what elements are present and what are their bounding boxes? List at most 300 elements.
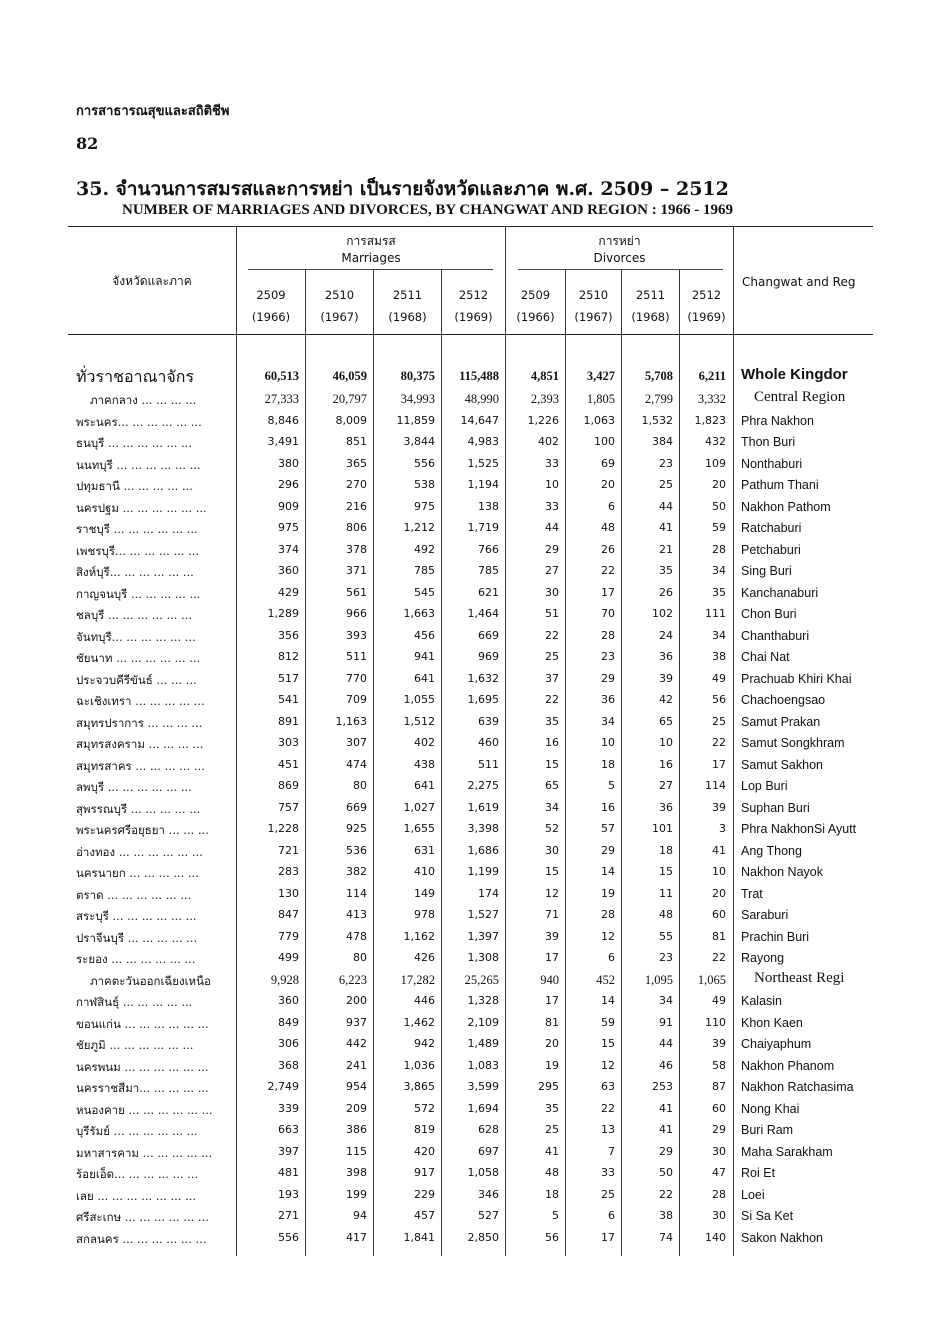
changwat-name-english: Lop Buri <box>741 779 788 793</box>
marriages-value: 527 <box>478 1209 499 1222</box>
changwat-name-thai: สุพรรณบุรี ... ... ... ... ... <box>76 801 201 816</box>
divorces-value: 1,805 <box>586 392 615 406</box>
marriages-value: 410 <box>414 865 435 878</box>
table-row <box>68 863 873 885</box>
marriages-value: 216 <box>346 499 367 513</box>
divorces-value: 39 <box>712 1037 726 1050</box>
marriages-value: 27,333 <box>264 392 299 406</box>
marriages-value: 709 <box>346 693 367 706</box>
table-row <box>68 713 873 735</box>
changwat-name-thai: ฉะเชิงเทรา ... ... ... ... ... <box>76 694 205 708</box>
changwat-name-thai: ขอนแก่น ... ... ... ... ... ... <box>76 1016 209 1031</box>
divorces-value: 48 <box>601 521 615 534</box>
divorces-value: 4,851 <box>530 369 559 383</box>
marriages-value: 1,841 <box>403 1230 435 1244</box>
changwat-name-english: Loei <box>741 1187 765 1202</box>
table-row <box>68 820 873 842</box>
marriages-value: 426 <box>414 951 435 964</box>
divorces-value: 39 <box>545 929 559 943</box>
marriages-value: 417 <box>346 1230 367 1244</box>
divorces-value: 51 <box>545 607 559 620</box>
marriages-value: 382 <box>346 865 367 878</box>
changwat-name-thai: นครพนม ... ... ... ... ... ... <box>76 1059 209 1074</box>
group-underline <box>518 269 723 270</box>
divorces-value: 27 <box>659 779 673 792</box>
marriages-value: 770 <box>346 671 367 685</box>
changwat-name-thai: นครนายก ... ... ... ... ... <box>76 866 199 880</box>
changwat-name-thai: มหาสารคาม ... ... ... ... ... <box>76 1145 213 1160</box>
divorces-value: 109 <box>705 456 726 470</box>
divorces-value: 50 <box>659 1166 673 1179</box>
divorces-value: 44 <box>545 521 559 534</box>
table-row <box>68 1057 873 1079</box>
changwat-name-thai: เลย ... ... ... ... ... ... ... <box>76 1188 197 1203</box>
divorces-value: 1,095 <box>644 972 673 987</box>
divorces-value: 1,065 <box>697 972 726 987</box>
marriages-value: 545 <box>414 585 435 599</box>
marriages-value: 1,163 <box>335 714 367 728</box>
changwat-name-english: Khon Kaen <box>741 1015 803 1030</box>
marriages-value: 517 <box>278 671 299 685</box>
marriages-value: 374 <box>278 542 299 556</box>
marriages-value: 4,983 <box>467 435 499 448</box>
table-row <box>68 476 873 498</box>
table-row <box>68 885 873 907</box>
marriages-value: 420 <box>414 1144 435 1158</box>
divorces-value: 81 <box>545 1015 559 1029</box>
marriages-value: 138 <box>478 499 499 513</box>
changwat-name-thai: ภาคกลาง ... ... ... ... <box>90 393 197 407</box>
divorces-value: 12 <box>601 929 615 943</box>
divorces-value: 5 <box>608 779 615 792</box>
header-marriages-english: Marriages <box>341 251 401 265</box>
changwat-name-thai: นนทบุรี ... ... ... ... ... ... <box>76 457 201 472</box>
changwat-name-thai: ร้อยเอ็ด... ... ... ... ... ... <box>76 1167 199 1181</box>
marriages-value: 48,990 <box>464 392 499 406</box>
divorces-value: 14 <box>601 865 615 878</box>
table-row <box>68 627 873 649</box>
marriages-value: 492 <box>414 542 435 556</box>
changwat-name-english: Kalasin <box>741 994 782 1008</box>
changwat-name-thai: จันทบุรี... ... ... ... ... ... <box>76 629 196 644</box>
marriages-value: 819 <box>414 1123 435 1136</box>
divorces-value: 12 <box>545 886 559 900</box>
table-row <box>68 1229 873 1251</box>
changwat-name-thai: สกลนคร ... ... ... ... ... ... <box>76 1231 207 1246</box>
marriages-value: 442 <box>346 1037 367 1050</box>
divorces-value: 49 <box>712 671 726 685</box>
marriages-value: 346 <box>478 1187 499 1201</box>
changwat-name-thai: สมุทรสาคร ... ... ... ... ... <box>76 758 205 773</box>
year-header: 2509 (1966) <box>251 288 291 324</box>
changwat-name-english: Prachuab Khiri Khai <box>741 671 852 686</box>
marriages-value: 115 <box>346 1144 367 1158</box>
divorces-value: 25 <box>659 478 673 491</box>
divorces-value: 22 <box>712 951 726 964</box>
changwat-name-english: Kanchanaburi <box>741 585 819 600</box>
divorces-value: 6 <box>608 499 615 513</box>
changwat-name-thai: พระนคร... ... ... ... ... ... <box>76 414 202 429</box>
marriages-value: 8,009 <box>335 413 367 427</box>
divorces-value: 36 <box>601 693 615 706</box>
marriages-value: 429 <box>278 585 299 599</box>
table-row <box>68 1121 873 1143</box>
divorces-value: 26 <box>601 542 615 556</box>
table-row <box>68 992 873 1014</box>
divorces-value: 35 <box>545 1101 559 1115</box>
divorces-value: 81 <box>712 929 726 943</box>
divorces-value: 46 <box>659 1058 673 1072</box>
divorces-value: 432 <box>705 435 726 448</box>
marriages-value: 785 <box>414 564 435 577</box>
divorces-value: 52 <box>545 822 559 835</box>
changwat-name-english: Central Region <box>754 389 846 405</box>
divorces-value: 17 <box>712 757 726 771</box>
marriages-value: 174 <box>478 886 499 900</box>
marriages-value: 378 <box>346 542 367 556</box>
divorces-value: 55 <box>659 929 673 943</box>
table-row <box>68 1164 873 1186</box>
divorces-value: 34 <box>712 564 726 577</box>
divorces-value: 36 <box>659 650 673 663</box>
divorces-value: 50 <box>712 499 726 513</box>
marriages-value: 413 <box>346 908 367 921</box>
marriages-value: 474 <box>346 757 367 771</box>
changwat-name-english: Maha Sarakham <box>741 1144 833 1159</box>
divorces-value: 15 <box>545 757 559 771</box>
marriages-value: 3,844 <box>403 435 435 448</box>
changwat-name-thai: สระบุรี ... ... ... ... ... ... <box>76 909 197 923</box>
marriages-value: 954 <box>346 1080 367 1093</box>
changwat-name-thai: พระนครศรีอยุธยา ... ... ... <box>76 823 209 837</box>
marriages-value: 303 <box>278 736 299 749</box>
marriages-value: 869 <box>278 779 299 792</box>
marriages-value: 114 <box>346 886 367 900</box>
marriages-value: 941 <box>414 650 435 663</box>
marriages-value: 25,265 <box>464 972 499 987</box>
divorces-value: 34 <box>659 994 673 1007</box>
changwat-name-thai: สมุทรปราการ ... ... ... ... <box>76 715 203 730</box>
marriages-value: 270 <box>346 478 367 491</box>
marriages-value: 360 <box>278 994 299 1007</box>
divorces-value: 18 <box>545 1187 559 1201</box>
marriages-value: 779 <box>278 929 299 943</box>
divorces-value: 19 <box>601 886 615 900</box>
table-row <box>68 1100 873 1122</box>
divorces-value: 65 <box>545 779 559 792</box>
marriages-value: 511 <box>478 757 499 771</box>
marriages-value: 2,109 <box>467 1015 499 1029</box>
marriages-value: 969 <box>478 650 499 663</box>
divorces-value: 1,823 <box>694 413 726 427</box>
marriages-value: 46,059 <box>332 369 367 383</box>
marriages-value: 451 <box>278 757 299 771</box>
divorces-value: 17 <box>601 1230 615 1244</box>
marriages-value: 193 <box>278 1187 299 1201</box>
changwat-name-english: Rayong <box>741 951 785 965</box>
changwat-name-thai: ตราด ... ... ... ... ... ... <box>76 887 192 902</box>
changwat-name-thai: ชัยนาท ... ... ... ... ... ... <box>76 651 201 665</box>
divorces-value: 56 <box>545 1230 559 1244</box>
table-row <box>68 1186 873 1208</box>
divorces-value: 17 <box>601 585 615 599</box>
marriages-value: 1,462 <box>403 1015 435 1029</box>
marriages-value: 393 <box>346 628 367 642</box>
changwat-name-english: Roi Et <box>741 1166 776 1180</box>
divorces-value: 49 <box>712 994 726 1007</box>
changwat-name-thai: ปทุมธานี ... ... ... ... ... <box>76 479 193 493</box>
changwat-name-thai: นครราชสีมา... ... ... ... ... <box>76 1081 209 1095</box>
changwat-name-thai: กาญจนบุรี ... ... ... ... ... <box>76 586 201 601</box>
divorces-value: 23 <box>601 650 615 663</box>
marriages-value: 11,859 <box>396 413 435 427</box>
marriages-value: 1,289 <box>267 607 299 620</box>
table-row <box>68 928 873 950</box>
marriages-value: 1,663 <box>403 607 435 620</box>
marriages-value: 1,212 <box>403 521 435 534</box>
divorces-value: 3 <box>719 822 726 835</box>
marriages-value: 360 <box>278 564 299 577</box>
changwat-name-english: Buri Ram <box>741 1123 794 1137</box>
marriages-value: 1,619 <box>467 800 499 814</box>
changwat-name-thai: ศรีสะเกษ ... ... ... ... ... ... <box>76 1210 209 1224</box>
marriages-value: 1,199 <box>467 865 499 878</box>
changwat-name-thai: อ่างทอง ... ... ... ... ... ... <box>76 844 203 859</box>
header-changwat-english: Changwat and Reg <box>742 275 856 289</box>
divorces-value: 47 <box>712 1166 726 1179</box>
divorces-value: 41 <box>659 521 673 534</box>
changwat-name-thai: ธนบุรี ... ... ... ... ... ... <box>76 436 193 450</box>
table-top-rule <box>68 226 873 227</box>
divorces-value: 6 <box>608 1209 615 1222</box>
divorces-value: 14 <box>601 994 615 1007</box>
divorces-value: 295 <box>538 1080 559 1093</box>
changwat-name-english: Nonthaburi <box>741 456 803 471</box>
divorces-value: 29 <box>601 671 615 685</box>
marriages-value: 380 <box>278 456 299 470</box>
header-divorces-english: Divorces <box>593 251 646 265</box>
divorces-value: 69 <box>601 456 615 470</box>
table-row <box>68 1078 873 1100</box>
changwat-name-thai: เพชรบุรี... ... ... ... ... ... <box>76 543 200 558</box>
changwat-name-english: Sakon Nakhon <box>741 1230 824 1245</box>
divorces-value: 33 <box>545 456 559 470</box>
marriages-value: 812 <box>278 650 299 663</box>
divorces-value: 102 <box>652 607 673 620</box>
divorces-value: 22 <box>601 1101 615 1115</box>
marriages-value: 149 <box>414 886 435 900</box>
table-row <box>68 455 873 477</box>
divorces-value: 100 <box>594 435 615 448</box>
table-row <box>68 842 873 864</box>
divorces-value: 10 <box>712 865 726 878</box>
marriages-value: 339 <box>278 1101 299 1115</box>
divorces-value: 23 <box>659 456 673 470</box>
changwat-name-english: Nakhon Phanom <box>741 1058 835 1073</box>
changwat-name-english: Sing Buri <box>741 564 792 578</box>
marriages-value: 925 <box>346 822 367 835</box>
marriages-value: 130 <box>278 886 299 900</box>
marriages-value: 1,632 <box>467 671 499 685</box>
marriages-value: 1,512 <box>403 714 435 728</box>
marriages-value: 229 <box>414 1187 435 1201</box>
marriages-value: 909 <box>278 499 299 513</box>
marriages-value: 641 <box>414 671 435 685</box>
table-row <box>68 1014 873 1036</box>
year-header: 2512 (1969) <box>687 288 726 324</box>
divorces-value: 22 <box>601 564 615 577</box>
divorces-value: 35 <box>712 585 726 599</box>
marriages-value: 561 <box>346 585 367 599</box>
divorces-value: 48 <box>545 1166 559 1179</box>
divorces-value: 33 <box>601 1166 615 1179</box>
year-header: 2510 (1967) <box>574 288 613 324</box>
page-number: 82 <box>76 134 99 153</box>
divorces-value: 70 <box>601 607 615 620</box>
divorces-value: 30 <box>545 843 559 857</box>
marriages-value: 8,846 <box>267 413 299 427</box>
divorces-value: 2,799 <box>644 392 673 406</box>
marriages-value: 621 <box>478 585 499 599</box>
divorces-value: 452 <box>596 972 615 987</box>
divorces-value: 42 <box>659 693 673 706</box>
divorces-value: 39 <box>712 800 726 814</box>
divorces-value: 34 <box>712 628 726 642</box>
divorces-value: 41 <box>659 1101 673 1115</box>
divorces-value: 2,393 <box>530 392 559 406</box>
divorces-value: 33 <box>545 499 559 513</box>
table-row-region <box>68 971 873 993</box>
changwat-name-english: Petchaburi <box>741 542 801 557</box>
marriages-value: 1,489 <box>467 1037 499 1050</box>
table-row <box>68 605 873 627</box>
divorces-value: 65 <box>659 714 673 728</box>
divorces-value: 34 <box>601 714 615 728</box>
divorces-value: 10 <box>601 736 615 749</box>
marriages-value: 669 <box>346 800 367 814</box>
divorces-value: 19 <box>545 1058 559 1072</box>
table-row <box>68 1207 873 1229</box>
divorces-value: 28 <box>712 542 726 556</box>
divorces-value: 22 <box>545 628 559 642</box>
divorces-value: 101 <box>652 822 673 835</box>
divorces-value: 15 <box>545 865 559 878</box>
divorces-value: 38 <box>712 650 726 663</box>
marriages-value: 271 <box>278 1209 299 1222</box>
divorces-value: 16 <box>601 800 615 814</box>
changwat-name-english: Chanthaburi <box>741 628 810 643</box>
changwat-name-english: Trat <box>741 886 763 901</box>
marriages-value: 1,162 <box>403 929 435 943</box>
table-row <box>68 949 873 971</box>
marriages-value: 365 <box>346 456 367 470</box>
changwat-name-english: Nakhon Pathom <box>741 499 831 514</box>
running-head: การสาธารณสุขและสถิติชีพ <box>76 104 230 119</box>
marriages-value: 1,027 <box>403 800 435 814</box>
divorces-value: 74 <box>659 1230 673 1244</box>
divorces-value: 253 <box>652 1080 673 1093</box>
divorces-value: 6 <box>608 951 615 964</box>
header-changwat-thai: จังหวัดและภาค <box>112 274 192 288</box>
marriages-value: 511 <box>346 650 367 663</box>
changwat-name-thai: บุรีรัมย์ ... ... ... ... ... ... <box>76 1124 198 1138</box>
marriages-value: 942 <box>414 1037 435 1050</box>
divorces-value: 25 <box>601 1187 615 1201</box>
marriages-value: 356 <box>278 628 299 642</box>
marriages-value: 663 <box>278 1123 299 1136</box>
marriages-value: 1,686 <box>467 843 499 857</box>
changwat-name-english: Nakhon Nayok <box>741 865 823 879</box>
header-divorces-thai: การหย่า <box>598 234 641 248</box>
marriages-value: 1,719 <box>467 521 499 534</box>
divorces-value: 23 <box>659 951 673 964</box>
marriages-value: 209 <box>346 1101 367 1115</box>
marriages-value: 3,599 <box>467 1080 499 1093</box>
table-row <box>68 519 873 541</box>
divorces-value: 5,708 <box>644 369 673 383</box>
table-title-english: NUMBER OF MARRIAGES AND DIVORCES, BY CHANGWAT AND REGION : 1966 - 1969 <box>122 202 733 218</box>
divorces-value: 29 <box>601 843 615 857</box>
marriages-value: 639 <box>478 714 499 728</box>
marriages-value: 978 <box>414 908 435 921</box>
divorces-value: 41 <box>545 1144 559 1158</box>
marriages-value: 402 <box>414 736 435 749</box>
marriages-value: 2,749 <box>267 1080 299 1093</box>
marriages-value: 456 <box>414 628 435 642</box>
divorces-value: 29 <box>545 542 559 556</box>
marriages-value: 368 <box>278 1058 299 1072</box>
marriages-value: 94 <box>353 1209 367 1222</box>
changwat-name-english: Thon Buri <box>741 435 796 449</box>
marriages-value: 1,694 <box>467 1101 499 1115</box>
marriages-value: 766 <box>478 542 499 556</box>
divorces-value: 35 <box>659 564 673 577</box>
changwat-name-english: Prachin Buri <box>741 929 810 944</box>
changwat-name-thai: ราชบุรี ... ... ... ... ... ... <box>76 522 198 536</box>
changwat-name-thai: ชัยภูมิ ... ... ... ... ... ... <box>76 1038 194 1052</box>
marriages-value: 849 <box>278 1015 299 1029</box>
marriages-value: 460 <box>478 736 499 749</box>
divorces-value: 22 <box>659 1187 673 1201</box>
marriages-value: 556 <box>278 1230 299 1244</box>
marriages-value: 541 <box>278 693 299 706</box>
divorces-value: 48 <box>659 908 673 921</box>
divorces-value: 39 <box>659 671 673 685</box>
marriages-value: 446 <box>414 994 435 1007</box>
divorces-value: 10 <box>545 478 559 491</box>
marriages-value: 1,525 <box>467 456 499 470</box>
changwat-name-thai: ชลบุรี ... ... ... ... ... ... <box>76 608 193 622</box>
table-row <box>68 498 873 520</box>
divorces-value: 63 <box>601 1080 615 1093</box>
marriages-value: 306 <box>278 1037 299 1050</box>
table-row <box>68 906 873 928</box>
marriages-value: 975 <box>414 499 435 513</box>
divorces-value: 30 <box>712 1209 726 1222</box>
divorces-value: 28 <box>601 628 615 642</box>
divorces-value: 20 <box>712 478 726 491</box>
marriages-value: 697 <box>478 1144 499 1158</box>
header-marriages-thai: การสมรส <box>346 234 396 248</box>
marriages-value: 975 <box>278 521 299 534</box>
marriages-value: 721 <box>278 843 299 857</box>
divorces-value: 114 <box>705 779 726 792</box>
divorces-value: 15 <box>601 1037 615 1050</box>
divorces-value: 17 <box>545 951 559 964</box>
marriages-value: 1,527 <box>467 908 499 921</box>
table-row <box>68 756 873 778</box>
divorces-value: 26 <box>659 585 673 599</box>
